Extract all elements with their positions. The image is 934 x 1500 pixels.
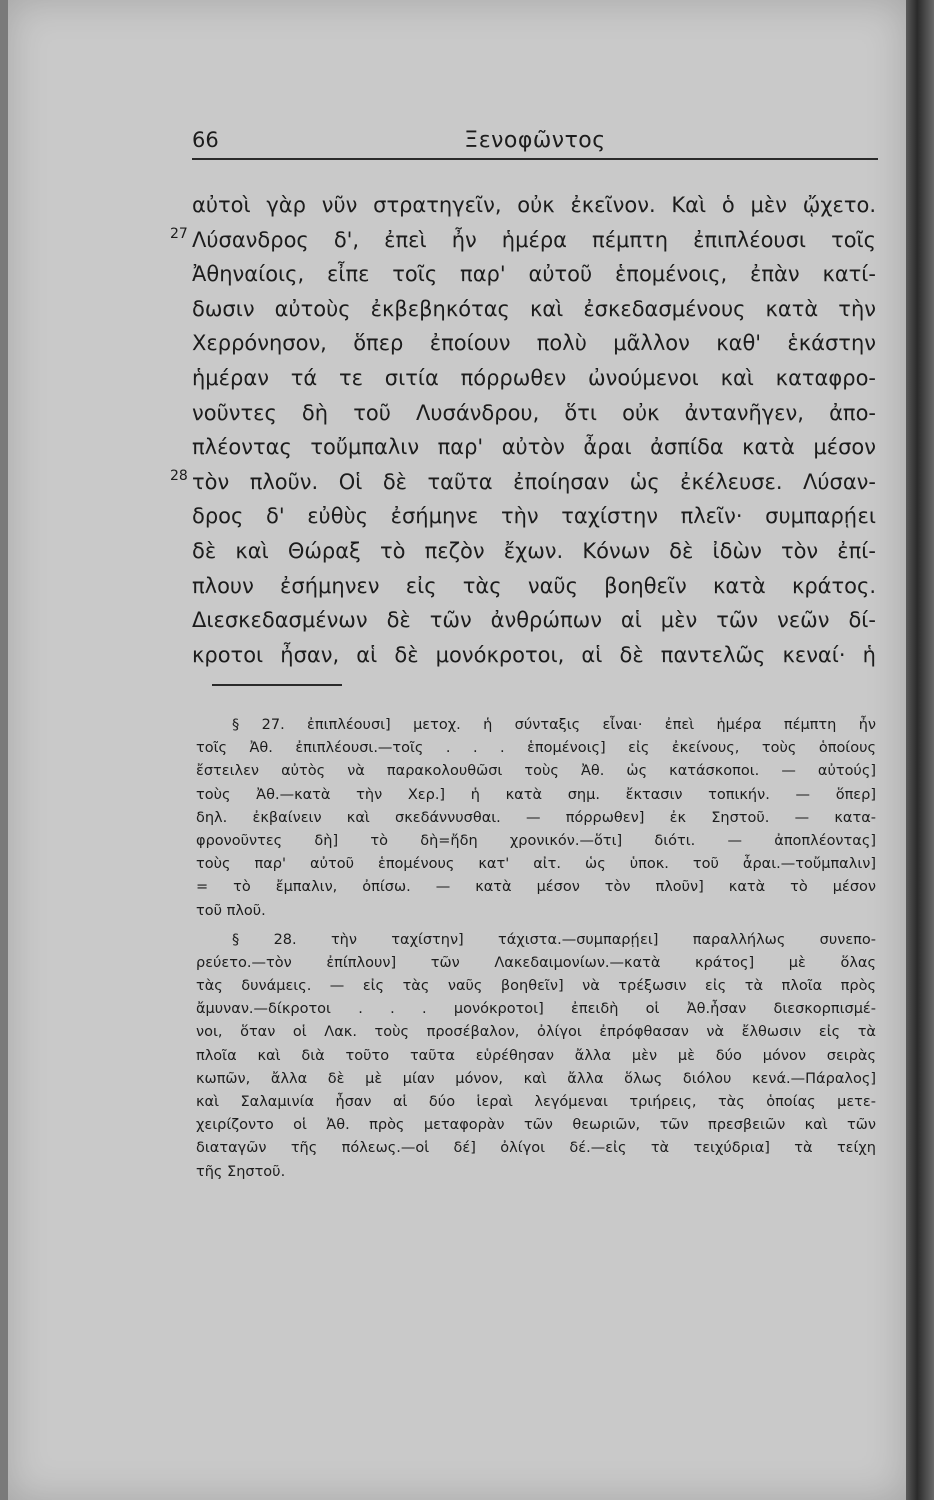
text-line: [192, 292, 876, 327]
section-number: 28: [170, 467, 188, 484]
note-line: § 27. ἐπιπλέουσι] μετοχ. ἡ σύνταξις εἶναι· ἐπεὶ ἡμέρα πέμπτη ἦν: [232, 717, 876, 733]
text-line: [192, 638, 876, 673]
text-line-content: Χερρόνησον, ὅπερ ἐποίουν πολὺ μᾶλλον καθ' ἑκάστην: [192, 331, 876, 356]
note-line: νοι, ὅταν οἱ Λακ. τοὺς προσέβαλον, ὀλίγοι ἐπρόφθασαν νὰ ἔλθωσιν εἰς τὰ: [196, 1024, 876, 1041]
text-line: [170, 465, 876, 500]
text-line-content: πλέοντας τοὔμπαλιν παρ' αὐτὸν ἆραι ἀσπίδα κατὰ μέσον: [192, 435, 876, 460]
note-line: τοῖς Ἀθ. ἐπιπλέουσι.—τοῖς . . . ἑπομένοις] εἰς ἐκείνους, τοὺς ὁποίους: [196, 740, 876, 757]
text-line-content: δὲ καὶ Θώραξ τὸ πεζὸν ἔχων. Κόνων δὲ ἰδὼν τὸν ἐπί-: [192, 538, 876, 563]
book-spine-shadow: [906, 0, 934, 1500]
note-line: πλοῖα καὶ διὰ τοῦτο ταῦτα εὑρέθησαν ἄλλα μὲν μὲ δύο μόνον σειρὰς: [196, 1047, 876, 1064]
text-line-content: νοῦντες δὴ τοῦ Λυσάνδρου, ὅτι οὐκ ἀντανῆγεν, ἀπο-: [192, 400, 876, 425]
text-line: [192, 499, 876, 534]
text-line-content: Λύσανδρος δ', ἐπεὶ ἦν ἡμέρα πέμπτη ἐπιπλέουσι τοῖς: [192, 227, 876, 252]
text-line: [170, 223, 876, 258]
text-line: [192, 396, 876, 431]
note-line: τοὺς παρ' αὐτοῦ ἑπομένους κατ' αἰτ. ὡς ὑποκ. τοῦ ἆραι.—τοὔμπαλιν]: [196, 856, 876, 873]
note-line: τοῦ πλοῦ.: [196, 902, 266, 919]
main-text-block: [170, 188, 876, 672]
commentary-notes: [196, 714, 876, 1184]
page-header: [192, 128, 878, 160]
text-line-content: τὸν πλοῦν. Οἱ δὲ ταῦτα ἐποίησαν ὡς ἐκέλευσε. Λύσαν-: [192, 469, 876, 494]
note-line: καὶ Σαλαμινία ἦσαν αἱ δύο ἱεραὶ λεγόμεναι τριήρεις, τὰς ὁποίας μετε-: [196, 1094, 876, 1110]
note-line: δηλ. ἐκβαίνειν καὶ σκεδάννυσθαι. — πόρρωθεν] ἐκ Σηστοῦ. — κατα-: [196, 809, 876, 826]
text-line: [192, 569, 876, 604]
note-line: ἔστειλεν αὐτὸς νὰ παρακολουθῶσι τοὺς Ἀθ. ὡς κατάσκοποι. — αὐτούς]: [196, 763, 876, 780]
note-line: τοὺς Ἀθ.—κατὰ τὴν Χερ.] ἡ κατὰ σημ. ἔκτασιν τοπικήν. — ὅπερ]: [196, 786, 876, 803]
note-line: χειρίζοντο οἱ Ἀθ. πρὸς μεταφορὰν τῶν θεωριῶν, τῶν πρεσβειῶν καὶ τῶν: [196, 1117, 876, 1134]
text-line-content: κροτοι ἦσαν, αἱ δὲ μονόκροτοι, αἱ δὲ παντελῶς κεναί· ἡ: [192, 642, 876, 667]
running-title: Ξενοφῶντος: [464, 128, 606, 153]
page-number: 66: [192, 128, 219, 152]
text-line-content: δρος δ' εὐθὺς ἐσήμηνε τὴν ταχίστην πλεῖν· συμπαρῄει: [192, 504, 876, 529]
text-line: [192, 603, 876, 638]
text-line-content: Διεσκεδασμένων δὲ τῶν ἀνθρώπων αἱ μὲν τῶν νεῶν δί-: [192, 608, 876, 633]
note-line: τὰς δυνάμεις. — εἰς τὰς ναῦς βοηθεῖν] νὰ τρέξωσιν εἰς τὰ πλοῖα πρὸς: [196, 978, 876, 995]
scan-left-edge: [0, 0, 8, 1500]
text-line: [192, 188, 876, 223]
text-line: [192, 430, 876, 465]
text-line-content: αὐτοὶ γὰρ νῦν στρατηγεῖν, οὐκ ἐκεῖνον. Καὶ ὁ μὲν ᾤχετο.: [192, 193, 876, 217]
note-line: κωπῶν, ἄλλα δὲ μὲ μίαν μόνον, καὶ ἄλλα ὅλως διόλου κενά.—Πάραλος]: [196, 1070, 876, 1087]
section-number: 27: [170, 225, 188, 242]
note-line: § 28. τὴν ταχίστην] τάχιστα.—συμπαρῄει] παραλλήλως συνεπο-: [232, 931, 876, 948]
text-line-content: δωσιν αὐτοὺς ἐκβεβηκότας καὶ ἐσκεδασμένους κατὰ τὴν: [192, 296, 876, 321]
note-line: = τὸ ἔμπαλιν, ὀπίσω. — κατὰ μέσον τὸν πλοῦν] κατὰ τὸ μέσον: [196, 879, 876, 896]
note-line: ρεύετο.—τὸν ἐπίπλουν] τῶν Λακεδαιμονίων.—κατὰ κράτος] μὲ ὅλας: [196, 954, 876, 971]
text-line: [192, 361, 876, 396]
text-line-content: ἡμέραν τά τε σιτία πόρρωθεν ὠνούμενοι καὶ καταφρο-: [192, 365, 876, 390]
text-line-content: Ἀθηναίοις, εἶπε τοῖς παρ' αὐτοῦ ἑπομένοις, ἐπὰν κατί-: [192, 262, 876, 287]
note-line: ἄμυναν.—δίκροτοι . . . μονόκροτοι] ἐπειδὴ οἱ Ἀθ.ἦσαν διεσκορπισμέ-: [196, 1001, 876, 1018]
note-line: τῆς Σηστοῦ.: [196, 1163, 286, 1180]
text-line: [192, 534, 876, 569]
text-line-content: πλουν ἐσήμηνεν εἰς τὰς ναῦς βοηθεῖν κατὰ κράτος.: [192, 573, 876, 598]
note-line: φρονοῦντες δὴ] τὸ δὴ=ἤδη χρονικόν.—ὅτι] διότι. — ἀποπλέοντας]: [196, 832, 876, 849]
text-line: [192, 257, 876, 292]
footnote-separator: [212, 684, 342, 686]
note-line: διαταγῶν τῆς πόλεως.—οἱ δέ] ὀλίγοι δέ.—εἰς τὰ τειχύδρια] τὰ τείχη: [196, 1140, 876, 1157]
text-line: [192, 326, 876, 361]
